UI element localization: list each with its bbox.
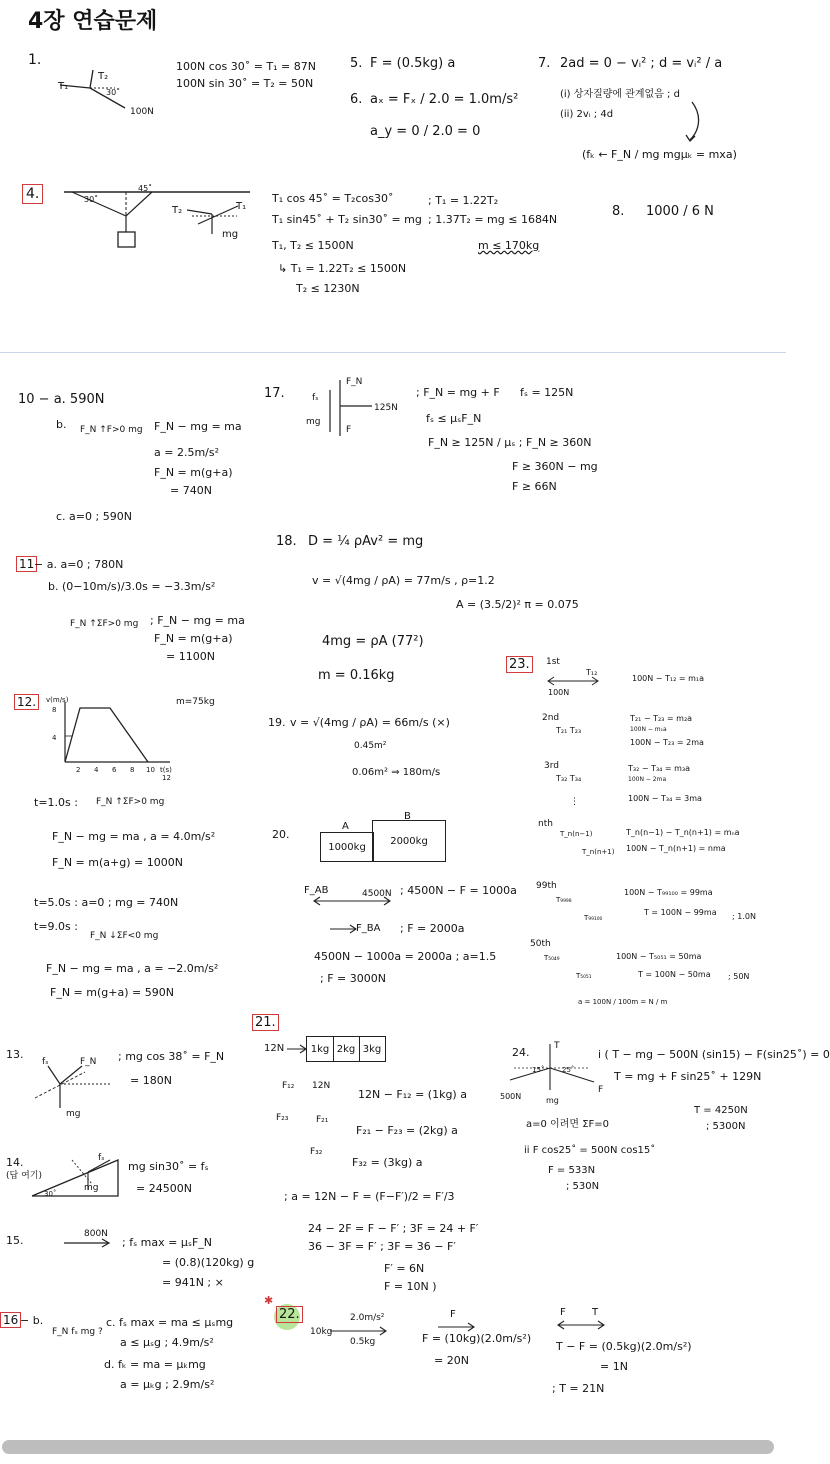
problem-23-row99-eq2: T = 100N − 99ma bbox=[644, 908, 717, 917]
problem-21-r1a: F₁₂ bbox=[282, 1081, 295, 1091]
problem-4-r1: ; T₁ = 1.22T₂ bbox=[428, 194, 499, 207]
problem-4-t1: T₁ bbox=[236, 201, 247, 212]
problem-20-eq4: ; F = 3000N bbox=[320, 972, 386, 985]
problem-21-eq2: F₂₁ − F₂₃ = (2kg) a bbox=[356, 1124, 458, 1137]
problem-24-angle25: 25˚ bbox=[562, 1066, 575, 1074]
problem-13-fn: F_N bbox=[80, 1057, 97, 1067]
problem-18-eq4: 4mg = ρA (77²) bbox=[322, 634, 424, 649]
problem-23-row99: 99th bbox=[536, 881, 557, 891]
problem-21-r2a: F₂₃ bbox=[276, 1113, 289, 1123]
problem-11b: b. (0−10m/s)/3.0s = −3.3m/s² bbox=[48, 580, 216, 593]
problem-14-eq2: = 24500N bbox=[136, 1182, 192, 1195]
problem-10b-eq2: a = 2.5m/s² bbox=[154, 446, 220, 459]
problem-4-angle2: 45˚ bbox=[138, 184, 153, 193]
problem-23-row50-eq1: 100N − T₅₀₅₁ = 50ma bbox=[616, 952, 702, 961]
problem-1-eq1: 100N cos 30˚ = T₁ = 87N bbox=[176, 60, 316, 73]
problem-20-block-b: 2000kg bbox=[372, 820, 446, 862]
problem-20-eq3: 4500N − 1000a = 2000a ; a=1.5 bbox=[314, 950, 497, 963]
problem-15-eq3: = 941N ; × bbox=[162, 1276, 224, 1289]
problem-13-fs: fₛ bbox=[42, 1057, 49, 1067]
problem-23-ellipsis: ⋮ bbox=[570, 797, 579, 807]
problem-1-t2-label: T₂ bbox=[98, 71, 109, 82]
problem-18-eq3: A = (3.5/2)² π = 0.075 bbox=[456, 598, 579, 611]
problem-15-eq1: ; fₛ max = μₛF_N bbox=[122, 1236, 213, 1249]
problem-24-number: 24. bbox=[512, 1046, 530, 1059]
problem-17-eq2: fₛ ≤ μₛF_N bbox=[426, 412, 482, 425]
problem-18-eq2: v = √(4mg / ρA) = 77m/s , ρ=1.2 bbox=[312, 574, 495, 587]
problem-14-eq1: mg sin30˚ = fₛ bbox=[128, 1160, 209, 1173]
problem-12-x-tick: 4 bbox=[94, 766, 99, 774]
problem-23-row1-t: T₁₂ bbox=[586, 668, 598, 677]
problem-22-f2-label: F bbox=[560, 1307, 566, 1318]
problem-4-l2: T₁ sin45˚ + T₂ sin30˚ = mg bbox=[272, 213, 422, 226]
problem-12-ylabel: v(m/s) bbox=[46, 696, 69, 704]
problem-17-f: F bbox=[346, 425, 352, 435]
problem-23-accel: a = 100N / 100m = N / m bbox=[578, 998, 668, 1006]
problem-4-l4: ↳ T₁ = 1.22T₂ ≤ 1500N bbox=[278, 262, 407, 275]
block-2kg: 2kg bbox=[333, 1037, 360, 1061]
problem-15-number: 15. bbox=[6, 1234, 24, 1247]
problem-22-rope bbox=[328, 1326, 390, 1336]
problem-16-d2: a = μₖg ; 2.9m/s² bbox=[120, 1378, 215, 1391]
problem-1-t1-label: T₁ bbox=[58, 81, 69, 92]
problem-17-eq5: F ≥ 66N bbox=[512, 480, 557, 493]
problem-7-part-ii: (ii) 2vᵢ ; 4d bbox=[560, 109, 614, 120]
problem-17-mg: mg bbox=[306, 417, 321, 427]
problem-14-fs: fₛ bbox=[98, 1153, 105, 1163]
problem-21-r2b: F₂₁ bbox=[316, 1115, 329, 1125]
problem-20-eq2: ; F = 2000a bbox=[400, 922, 465, 935]
problem-17-eq1b: fₛ = 125N bbox=[520, 386, 574, 399]
problem-20-label-b: B bbox=[404, 811, 411, 822]
problem-23-rown-t1: T_n(n−1) bbox=[560, 830, 593, 838]
problem-12-number: 12. bbox=[14, 694, 39, 710]
problem-15-eq2: = (0.8)(120kg) g bbox=[162, 1256, 255, 1269]
problem-23-rown-t2: T_n(n+1) bbox=[582, 848, 615, 856]
problem-23-row50-result: ; 50N bbox=[728, 972, 750, 981]
problem-8-eq: 1000 / 6 N bbox=[646, 204, 714, 219]
problem-23-row1-eq: 100N − T₁₂ = m₁a bbox=[632, 674, 705, 683]
problem-23-row50: 50th bbox=[530, 939, 551, 949]
problem-23-row99-eq1: 100N − T₉₉₁₀₀ = 99ma bbox=[624, 888, 713, 897]
problem-24-angle15: 15˚ bbox=[532, 1066, 545, 1074]
problem-4-r2: ; 1.37T₂ = mg ≤ 1684N bbox=[428, 213, 558, 226]
problem-11-eq1: ; F_N − mg = ma bbox=[150, 614, 245, 627]
star-icon: ✱ bbox=[264, 1294, 274, 1307]
problem-1-angle-label: 30˚ bbox=[106, 88, 121, 97]
problem-19-number: 19. bbox=[268, 716, 286, 729]
problem-12-l3: F_N = m(a+g) = 1000N bbox=[52, 856, 183, 869]
problem-21-r1b: 12N bbox=[312, 1081, 331, 1091]
problem-12-l5b: F_N ↓ΣF<0 mg bbox=[90, 931, 159, 941]
problem-24-i3: a=0 이려면 ΣF=0 bbox=[526, 1119, 610, 1130]
problem-23-row2-eq1: T₂₁ − T₂₃ = m₂a bbox=[630, 714, 693, 723]
problem-12-x-tick: 2 bbox=[76, 766, 81, 774]
problem-12-l5: t=9.0s : bbox=[34, 920, 78, 933]
problem-21-force: 12N bbox=[264, 1043, 285, 1054]
problem-8-number: 8. bbox=[612, 204, 625, 219]
problem-20-label-a: A bbox=[342, 821, 349, 832]
problem-17-eq1: ; F_N = mg + F bbox=[416, 386, 500, 399]
problem-7-note: (fₖ ← F_N / mg mgμₖ = mxa) bbox=[582, 148, 737, 161]
problem-12-l1: t=1.0s : bbox=[34, 796, 78, 809]
problem-17-eq4: F ≥ 360N − mg bbox=[512, 460, 598, 473]
problem-22-number: 22. bbox=[276, 1306, 303, 1323]
problem-4-r3: m ≤ 170kg bbox=[478, 239, 540, 252]
problem-17-125n: 125N bbox=[374, 403, 398, 413]
horizontal-scrollbar[interactable] bbox=[2, 1440, 774, 1454]
problem-10a: 10 − a. 590N bbox=[18, 392, 105, 407]
problem-1-weight-label: 100N bbox=[130, 107, 154, 117]
problem-23-row3-t: T₃₂ T₃₄ bbox=[556, 774, 582, 783]
problem-11-number: 11 bbox=[16, 556, 37, 572]
problem-20-fba: F_BA bbox=[356, 923, 381, 934]
problem-22-eq3: T − F = (0.5kg)(2.0m/s²) bbox=[556, 1340, 692, 1353]
problem-11-eq2: F_N = m(g+a) bbox=[154, 632, 233, 645]
problem-23-row2: 2nd bbox=[542, 713, 560, 723]
problem-24-t: T bbox=[554, 1041, 560, 1051]
problem-23-row50-t1: T₅₀₄₉ bbox=[544, 954, 560, 962]
problem-6-number: 6. bbox=[350, 92, 363, 107]
problem-23-row3: 3rd bbox=[544, 761, 559, 771]
problem-23-row1-arrow bbox=[546, 676, 600, 686]
problem-22-ft-arrow bbox=[556, 1320, 606, 1330]
problem-23-row50-eq2: T = 100N − 50ma bbox=[638, 970, 711, 979]
problem-23-row2-t: T₂₁ T₂₃ bbox=[556, 726, 582, 735]
problem-4-angle1: 30˚ bbox=[84, 195, 99, 204]
problem-5-eq: F = (0.5kg) a bbox=[370, 56, 456, 71]
problem-23-row3-eq1: T₃₂ − T₃₄ = m₃a bbox=[628, 764, 691, 773]
problem-7-arrow bbox=[680, 100, 710, 145]
problem-16-d1: d. fₖ = ma = μₖmg bbox=[104, 1358, 206, 1371]
problem-23-row2-eq3: 100N − T₂₃ = 2ma bbox=[630, 738, 704, 747]
problem-14-sub: (답 여기) bbox=[6, 1171, 42, 1181]
problem-21-eq6: 36 − 3F = F′ ; 3F = 36 − F′ bbox=[308, 1240, 456, 1253]
problem-20-number: 20. bbox=[272, 828, 290, 841]
problem-13-eq1: ; mg cos 38˚ = F_N bbox=[118, 1050, 225, 1063]
block-1kg: 1kg bbox=[307, 1037, 334, 1061]
problem-24-ii3: ; 530N bbox=[566, 1181, 600, 1192]
problem-5-number: 5. bbox=[350, 56, 363, 71]
problem-13-number: 13. bbox=[6, 1048, 24, 1061]
problem-23-row1-f: 100N bbox=[548, 688, 570, 697]
problem-23-number: 23. bbox=[506, 656, 533, 673]
problem-18-number: 18. bbox=[276, 534, 297, 549]
problem-12-x-tick: 12 bbox=[162, 774, 171, 782]
problem-21-eq1: 12N − F₁₂ = (1kg) a bbox=[358, 1088, 467, 1101]
problem-17-fs: fₛ bbox=[312, 393, 319, 403]
problem-21-eq4: ; a = 12N − F = (F−F′)/2 = F′/3 bbox=[284, 1190, 455, 1203]
problem-17-number: 17. bbox=[264, 386, 285, 401]
problem-12-y4: 4 bbox=[52, 734, 57, 742]
problem-4-mg: mg bbox=[222, 229, 239, 240]
problem-23-rown-eq2: 100N − T_n(n+1) = nma bbox=[626, 844, 726, 853]
problem-21-number: 21. bbox=[252, 1014, 279, 1031]
problem-21-eq3: F₃₂ = (3kg) a bbox=[352, 1156, 423, 1169]
problem-24-result1: T = 4250N bbox=[694, 1105, 748, 1116]
problem-23-rown: nth bbox=[538, 819, 553, 829]
problem-24-ii1: ii F cos25˚ = 500N cos15˚ bbox=[524, 1145, 656, 1156]
problem-12-graph bbox=[60, 700, 180, 770]
problem-13-mg: mg bbox=[66, 1109, 81, 1119]
problem-21-eq5: 24 − 2F = F − F′ ; 3F = 24 + F′ bbox=[308, 1222, 479, 1235]
problem-12-xlabel: t(s) bbox=[160, 766, 172, 774]
problem-17-eq3: F_N ≥ 125N / μₛ ; F_N ≥ 360N bbox=[428, 436, 592, 449]
problem-20-4500n: 4500N bbox=[362, 889, 392, 899]
problem-20-arrow-ba bbox=[328, 924, 358, 934]
problem-16-fbd: F_N fₛ mg ? bbox=[52, 1327, 103, 1337]
problem-14-number: 14. bbox=[6, 1156, 24, 1169]
problem-12-y8: 8 bbox=[52, 706, 57, 714]
problem-16-c2: a ≤ μₛg ; 4.9m/s² bbox=[120, 1336, 214, 1349]
problem-22-eq2: = 20N bbox=[434, 1354, 469, 1367]
problem-23-row99-t1: T₉₉₉₈ bbox=[556, 896, 572, 904]
problem-23-row50-t2: T₅₀₅₁ bbox=[576, 972, 592, 980]
problem-11-eq3: = 1100N bbox=[166, 650, 215, 663]
problem-23-row3-eq3: 100N − T₃₄ = 3ma bbox=[628, 794, 702, 803]
problem-12-x-tick: 6 bbox=[112, 766, 117, 774]
problem-15-force: 800N bbox=[84, 1229, 108, 1239]
problem-21-eq8: F = 10N ) bbox=[384, 1280, 437, 1293]
problem-12-x-tick: 10 bbox=[146, 766, 155, 774]
problem-12-mass: m=75kg bbox=[176, 697, 215, 707]
problem-20-fab: F_AB bbox=[304, 885, 329, 896]
problem-12-l1b: F_N ↑ΣF>0 mg bbox=[96, 797, 165, 807]
problem-23-rown-eq1: T_n(n−1) − T_n(n+1) = mₙa bbox=[626, 828, 740, 837]
problem-17-fbd bbox=[300, 376, 380, 442]
problem-12-x-tick: 8 bbox=[130, 766, 135, 774]
problem-10b-eq3: F_N = m(g+a) bbox=[154, 466, 233, 479]
block-3kg: 3kg bbox=[362, 1043, 382, 1055]
problem-19-eq2: 0.45m² bbox=[354, 741, 387, 751]
problem-24-i1: i ( T − mg − 500N (sin15) − F(sin25˚) = 0 bbox=[598, 1048, 830, 1061]
problem-23-row3-eq2: 100N − 2ma bbox=[628, 776, 667, 783]
problem-22-acc: 2.0m/s² bbox=[350, 1313, 385, 1323]
problem-16-c1: c. fₛ max = ma ≤ μₛmg bbox=[106, 1316, 234, 1329]
problem-24-result2: ; 5300N bbox=[706, 1121, 746, 1132]
problem-22-f-label: F bbox=[450, 1309, 456, 1320]
problem-23-row99-t2: T₉₉₁₀₀ bbox=[584, 914, 603, 922]
problem-4-l5: T₂ ≤ 1230N bbox=[296, 282, 360, 295]
problem-23-row1: 1st bbox=[546, 657, 560, 667]
problem-22-eq4: = 1N bbox=[600, 1360, 628, 1373]
problem-1-number: 1. bbox=[28, 52, 42, 68]
problem-4-l3: T₁, T₂ ≤ 1500N bbox=[272, 239, 354, 252]
problem-10b-eq1: F_N − mg = ma bbox=[154, 420, 242, 433]
problem-4-l1: T₁ cos 45˚ = T₂cos30˚ bbox=[272, 192, 394, 205]
problem-24-ii2: F = 533N bbox=[548, 1165, 596, 1176]
problem-10c: c. a=0 ; 590N bbox=[56, 510, 132, 523]
problem-7-eq: 2ad = 0 − vᵢ² ; d = vᵢ² / a bbox=[560, 56, 723, 71]
problem-7-part-i: (i) 상자질량에 관계없음 ; d bbox=[560, 89, 680, 100]
problem-14-angle: 30˚ bbox=[44, 1190, 57, 1198]
problem-22-eq1: F = (10kg)(2.0m/s²) bbox=[422, 1332, 532, 1345]
problem-7-number: 7. bbox=[538, 56, 551, 71]
problem-6-ax: aₓ = Fₓ / 2.0 = 1.0m/s² bbox=[370, 92, 519, 107]
problem-22-f-arrow bbox=[436, 1322, 476, 1332]
problem-22-eq5: ; T = 21N bbox=[552, 1382, 605, 1395]
problem-12-l2: F_N − mg = ma , a = 4.0m/s² bbox=[52, 830, 216, 843]
problem-4-t2: T₂ bbox=[172, 205, 183, 216]
problem-19-eq1: v = √(4mg / ρA) = 66m/s (×) bbox=[290, 716, 450, 729]
problem-22-m1: 10kg bbox=[310, 1327, 333, 1337]
problem-17-fn: F_N bbox=[346, 377, 363, 387]
problem-13-eq2: = 180N bbox=[130, 1074, 172, 1087]
problem-6-ay: a_y = 0 / 2.0 = 0 bbox=[370, 124, 481, 139]
problem-18-eq5: m = 0.16kg bbox=[318, 668, 395, 683]
section-divider bbox=[0, 352, 786, 353]
problem-24-i2: T = mg + F sin25˚ + 129N bbox=[614, 1070, 762, 1083]
problem-20-eq1: ; 4500N − F = 1000a bbox=[400, 884, 517, 897]
problem-21-arrow bbox=[286, 1044, 308, 1054]
problem-23-row99-result: ; 1.0N bbox=[732, 912, 756, 921]
problem-16-number: 16 bbox=[0, 1312, 21, 1328]
problem-12-l7: F_N = m(g+a) = 590N bbox=[50, 986, 174, 999]
problem-10b-label: b. bbox=[56, 418, 67, 431]
problem-4-number: 4. bbox=[22, 184, 43, 204]
problem-11a: − a. a=0 ; 780N bbox=[34, 558, 124, 571]
problem-12-l4: t=5.0s : a=0 ; mg = 740N bbox=[34, 896, 179, 909]
problem-24-mg: mg bbox=[546, 1096, 559, 1105]
problem-12-l6: F_N − mg = ma , a = −2.0m/s² bbox=[46, 962, 219, 975]
problem-16-sub: − b. bbox=[20, 1314, 44, 1327]
problem-22-t-label: T bbox=[592, 1307, 599, 1318]
problem-19-eq3: 0.06m² ⇒ 180m/s bbox=[352, 767, 441, 778]
problem-1-eq2: 100N sin 30˚ = T₂ = 50N bbox=[176, 77, 314, 90]
problem-18-eq1: D = ¼ ρAv² = mg bbox=[308, 534, 424, 549]
problem-23-row2-eq2: 100N − m₁a bbox=[630, 726, 667, 733]
problem-11-fbd: F_N ↑ΣF>0 mg bbox=[70, 619, 139, 629]
page-title: 4장 연습문제 bbox=[28, 9, 158, 34]
problem-20-block-a: 1000kg bbox=[320, 832, 374, 862]
problem-24-f: F bbox=[598, 1085, 604, 1095]
problem-21-r3: F₃₂ bbox=[310, 1147, 323, 1157]
problem-10b-fbd: F_N ↑F>0 mg bbox=[80, 425, 143, 435]
problem-21-blocks bbox=[306, 1036, 386, 1062]
problem-21-eq7: F′ = 6N bbox=[384, 1262, 425, 1275]
problem-22-m2: 0.5kg bbox=[350, 1337, 376, 1347]
problem-14-mg: mg bbox=[84, 1183, 99, 1193]
problem-24-500n: 500N bbox=[500, 1092, 522, 1101]
problem-10b-eq4: = 740N bbox=[170, 484, 212, 497]
